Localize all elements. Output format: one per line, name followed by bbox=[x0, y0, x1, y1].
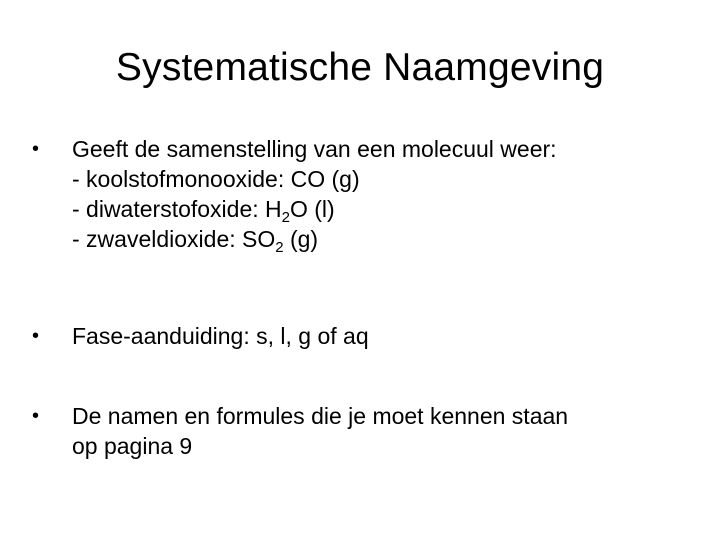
bullet-body bbox=[72, 134, 692, 254]
bullet-text-line: De namen en formules die je moet kennen staan bbox=[72, 403, 569, 429]
formula-line-water bbox=[72, 194, 692, 224]
bullet-icon: • bbox=[32, 325, 40, 347]
formula-line-carbon-monoxide bbox=[72, 164, 692, 194]
formula-text: (g) bbox=[283, 226, 319, 252]
bullet-text: Fase-aanduiding: s, l, g of aq bbox=[72, 323, 369, 349]
formula-line-sulfur-dioxide bbox=[72, 224, 692, 254]
bullet-icon: • bbox=[32, 138, 40, 160]
bullet-text-line: op pagina 9 bbox=[72, 433, 193, 459]
bullet-body bbox=[72, 321, 692, 351]
bullet-icon: • bbox=[32, 405, 40, 427]
bullet-body bbox=[72, 401, 692, 461]
formula-text: - diwaterstofoxide: H bbox=[72, 196, 282, 222]
formula-text: - koolstofmonooxide: CO (g) bbox=[72, 166, 360, 192]
formula-subscript: 2 bbox=[281, 209, 290, 226]
bullet-intro-text: Geeft de samenstelling van een molecuul weer: bbox=[72, 136, 557, 162]
formula-text: O (l) bbox=[289, 196, 335, 222]
slide-title: Systematische Naamgeving bbox=[115, 46, 605, 89]
formula-text: - zwaveldioxide: SO bbox=[72, 226, 276, 252]
formula-subscript: 2 bbox=[275, 239, 284, 256]
